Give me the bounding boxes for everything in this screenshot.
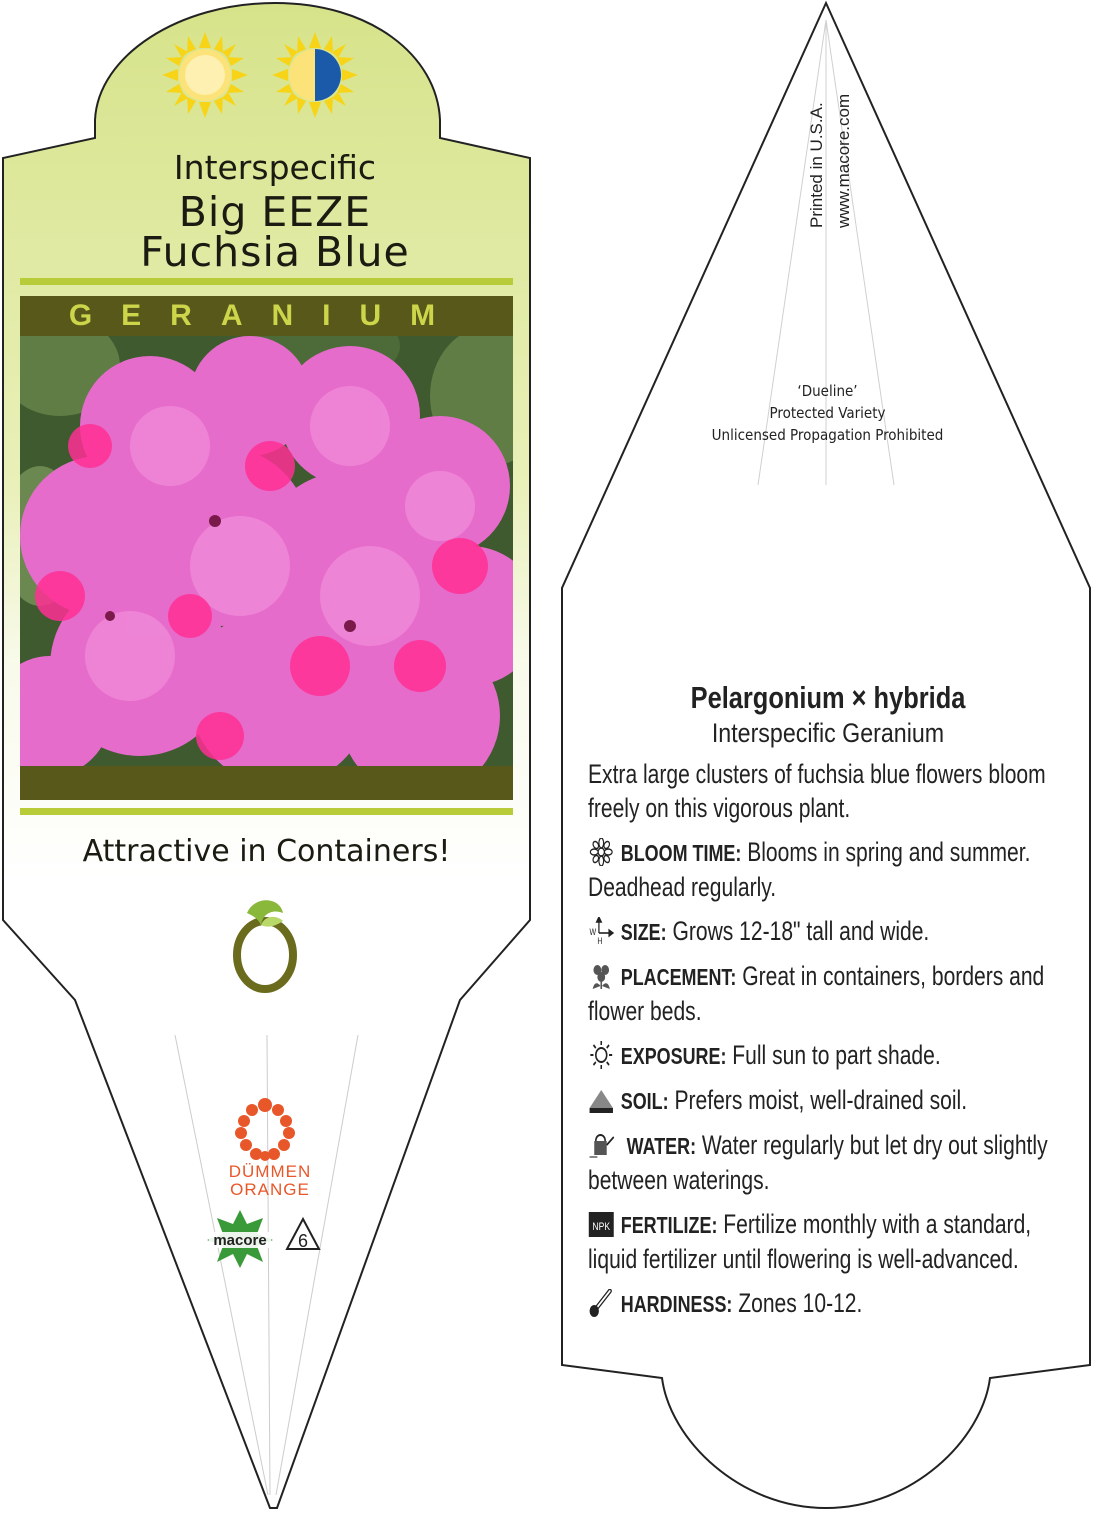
macore-logo-text: macore [213, 1232, 267, 1249]
care-text: Fertilize monthly with a standard, liquid fertilizer until flowering is well-advanced. [588, 1209, 1032, 1274]
printed-line2: www.macore.com [834, 93, 853, 228]
care-size [588, 914, 1056, 949]
printed-in-usa [803, 94, 857, 228]
size-arrows-icon [588, 917, 615, 945]
flower-icon [588, 838, 615, 866]
recycle-number: 6 [297, 1231, 309, 1251]
care-text: Grows 12-18" tall and wide. [672, 916, 930, 946]
protected-line2: Unlicensed Propagation Prohibited [711, 426, 944, 444]
part-shade-icon [270, 30, 360, 120]
care-label: PLACEMENT: [620, 964, 737, 990]
macore-logo-icon [205, 1210, 275, 1268]
flower-bed-icon [588, 962, 615, 990]
size-h-label: H [597, 936, 603, 945]
soil-pile-icon [588, 1086, 615, 1114]
care-soil [588, 1083, 1056, 1118]
printed-line1: Printed in U.S.A. [807, 102, 826, 228]
care-label: EXPOSURE: [620, 1043, 727, 1069]
care-info [588, 680, 1068, 1321]
care-label: FERTILIZE: [620, 1212, 718, 1238]
care-text: Great in containers, borders and flower beds. [588, 961, 1045, 1026]
recycle-6-icon [282, 1215, 324, 1257]
care-text: Zones 10-12. [738, 1288, 863, 1318]
care-bloom-time [588, 835, 1056, 904]
care-water [588, 1128, 1056, 1197]
dummen-orange-logo-icon [232, 1097, 298, 1161]
protected-variety-block [655, 380, 1000, 446]
tagline: Attractive in Containers! [82, 834, 451, 869]
care-text: Full sun to part shade. [732, 1040, 941, 1070]
care-label: SIZE: [620, 919, 667, 945]
thermometer-icon [588, 1289, 615, 1317]
title-line1: Interspecific [173, 148, 377, 187]
care-label: WATER: [626, 1133, 697, 1159]
size-w-label: W [589, 927, 597, 938]
title-line2: Big EEZE [178, 188, 372, 236]
care-label: SOIL: [620, 1088, 669, 1114]
care-text: Water regularly but let dry out slightly between waterings. [588, 1130, 1048, 1195]
npk-bag-icon [588, 1210, 615, 1238]
care-hardiness [588, 1286, 1056, 1321]
common-name: Interspecific Geranium [711, 718, 945, 748]
care-label: BLOOM TIME: [620, 840, 742, 866]
variety-name: ‘Dueline’ [797, 382, 858, 400]
care-exposure [588, 1038, 1056, 1073]
sprout-logo-icon [225, 895, 305, 995]
npk-label: NPK [592, 1221, 611, 1234]
care-text: Blooms in spring and summer. Deadhead regularly. [588, 837, 1031, 902]
care-label: HARDINESS: [620, 1291, 733, 1317]
flower-photo [20, 336, 513, 766]
watering-can-icon [588, 1131, 615, 1159]
photo-bottom-band [20, 766, 513, 800]
protected-line1: Protected Variety [769, 404, 886, 422]
scientific-name: Pelargonium × hybrida [690, 680, 966, 715]
dummen-orange-logo-text: DÜMMEN ORANGE [228, 1162, 312, 1199]
category-band: GERANIUM [20, 296, 513, 336]
full-sun-icon [160, 30, 250, 120]
care-placement [588, 959, 1056, 1028]
care-text: Prefers moist, well-drained soil. [674, 1085, 968, 1115]
sun-outline-icon [588, 1041, 615, 1069]
description: Extra large clusters of fuchsia blue flowers bloom freely on this vigorous plant. [588, 759, 1046, 823]
title-line3: Fuchsia Blue [140, 228, 410, 276]
care-fertilize [588, 1207, 1056, 1276]
